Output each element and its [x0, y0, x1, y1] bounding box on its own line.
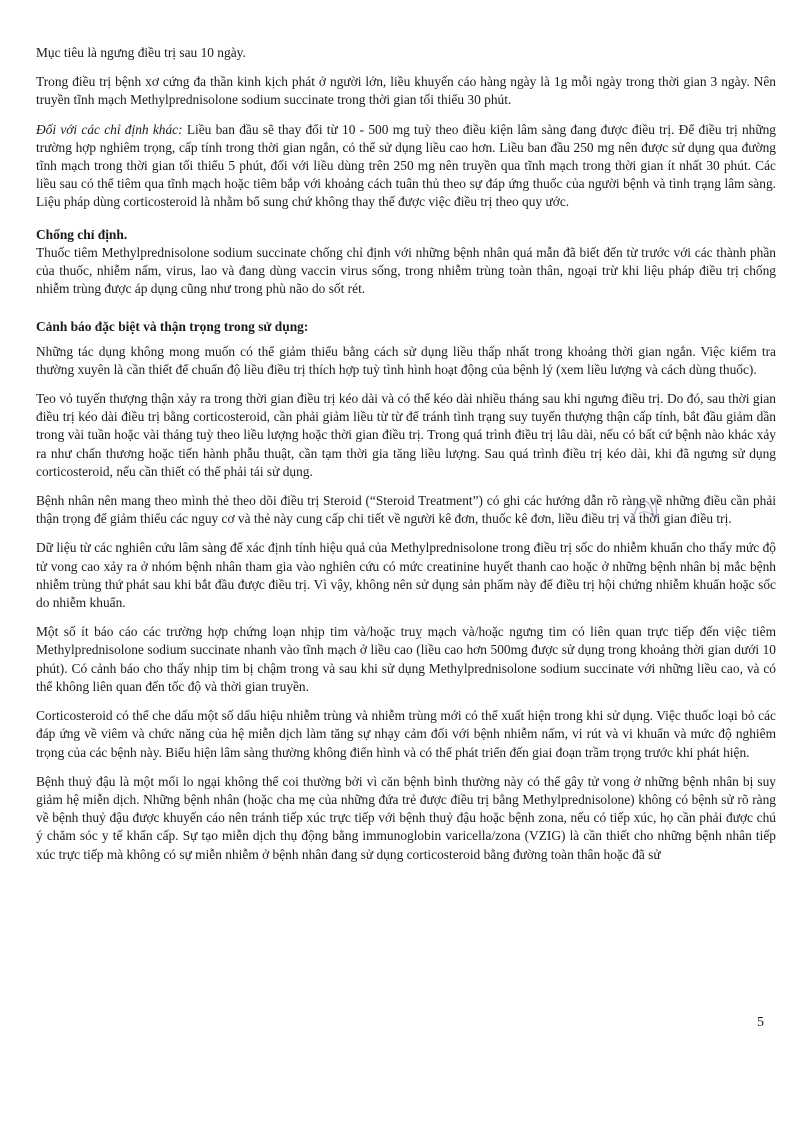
paragraph-warning-3: Bệnh nhân nên mang theo mình thẻ theo dõi điều trị Steroid (“Steroid Treatment”) có ghi các hướng dẫn rõ ràng về những điều cần phải thận trọng để giảm thiểu các nguy cơ và thẻ này cung cấp chi tiết về người kê đơn, thuốc kê đơn, liều điều trị và thời gian điều trị.: [36, 493, 776, 527]
paragraph-warning-6: Corticosteroid có thể che dấu một số dấu hiệu nhiễm trùng và nhiễm trùng mới có thể xuất hiện trong khi sử dụng. Việc thuốc loại bỏ các đáp ứng về viêm và chức năng của hệ miễn dịch làm tăng sự nhạy cảm đối với bệnh nhiễm nấm, vi rút và vi khuẩn và mức độ nghiêm trọng của các bệnh này. Biểu hiện lâm sàng thường không điển hình và có thể phát triển đến giai đoạn trầm trọng trước khi phát hiện.: [36, 708, 776, 760]
page-number: 5: [757, 1015, 764, 1030]
paragraph-treatment-goal: Mục tiêu là ngưng điều trị sau 10 ngày.: [36, 45, 246, 60]
paragraph-warning-5: Một số ít báo cáo các trường hợp chứng loạn nhịp tim và/hoặc truỵ mạch và/hoặc ngưng tim có liên quan trực tiếp đến việc tiêm Methylprednisolone sodium succinate nhanh vào tĩnh mạch ở liều cao (liều cao hơn 500mg được sử dụng trong khoảng thời gian dưới 10 phút). Có cảnh báo cho thấy nhịp tim bị chậm trong và sau khi sử dụng Methylprednisolone sodium succinate với những liều cao, và có thể không liên quan đến tốc độ và thời gian truyền.: [36, 624, 776, 694]
paragraph-contraindications: Thuốc tiêm Methylprednisolone sodium succinate chống chỉ định với những bệnh nhân quá mẫn đã biết đến từ trước với các thành phần của thuốc, nhiễm nấm, virus, lao và đang dùng vaccin virus sống, trong nhiễm trùng toàn thân, ngoại trừ khi liệu pháp điều trị chống nhiễm trùng được áp dụng cũng như trong phù não do sốt rét.: [36, 244, 776, 297]
paragraph-multiple-sclerosis: Trong điều trị bệnh xơ cứng đa thần kinh kịch phát ở người lớn, liều khuyến cáo hàng ngày là 1g mỗi ngày trong thời gian 3 ngày. Nên truyền tĩnh mạch Methylprednisolone sodium succinate trong thời gian tối thiểu 30 phút.: [36, 74, 776, 108]
paragraph-warning-2: Teo vỏ tuyến thượng thận xảy ra trong thời gian điều trị kéo dài và có thể kéo dài nhiều tháng sau khi ngưng điều trị. Do đó, sau thời gian điều trị kéo dài điều trị bằng corticosteroid, cần phải giảm liều từ từ để tránh tình trạng suy tuyến thượng thận cấp tính, bắt đầu giảm dần trong vài tuần hoặc vài tháng tuỳ theo liều lượng hoặc thời gian điều trị. Trong quá trình điều trị lâu dài, nếu có bất cứ bệnh nào khác xảy ra như chấn thương hoặc tiến hành phẫu thuật, cần tạm thời gia tăng liều lượng. Sau quá trình điều trị kéo dài, khi đã ngưng sử dụng corticosteroid, nếu cần thiết có thể phải tái sử dụng.: [36, 391, 776, 479]
heading-warnings: Cảnh báo đặc biệt và thận trọng trong sử dụng:: [36, 319, 309, 335]
paragraph-warning-1: Những tác dụng không mong muốn có thể giảm thiểu bằng cách sử dụng liều thấp nhất trong khoảng thời gian ngắn. Việc kiểm tra thường xuyên là cần thiết để chuẩn độ liều điều trị thích hợp tuỳ tình hình hoạt động của bệnh lý (xem liều lượng và cách dùng thuốc).: [36, 343, 776, 377]
paragraph-other-indications: [36, 121, 776, 212]
paragraph-warning-4: Dữ liệu từ các nghiên cứu lâm sàng để xác định tính hiệu quả của Methylprednisolone trong điều trị sốc do nhiễm khuẩn cho thấy mức độ tử vong cao xảy ra ở nhóm bệnh nhân tham gia vào nghiên cứu có mức creatinine huyết thanh cao hoặc ở những bệnh nhân bị mắc bệnh nhiễm trùng thứ phát sau khi bắt đầu được điều trị. Vì vậy, không nên sử dụng sản phẩm này để điều trị hội chứng nhiễm khuẩn hoặc sốc do nhiễm khuẩn.: [36, 540, 776, 611]
signature-stamp-mark: [625, 490, 665, 530]
paragraph-warning-7: Bệnh thuỷ đậu là một mối lo ngại không thể coi thường bởi vì căn bệnh bình thường này có thể gây tử vong ở những bệnh nhân bị suy giảm hệ miễn dịch. Những bệnh nhân (hoặc cha mẹ của những đứa trẻ được điều trị bằng Methylprednisolone) không có bệnh sử rõ ràng về bệnh thuỷ đậu được khuyến cáo nên tránh tiếp xúc trực tiếp với bệnh thuỷ đậu hoặc bệnh zona, nếu có tiếp xúc, họ cần phải được chú ý chăm sóc y tế khẩn cấp. Sự tạo miễn dịch thụ động bằng immunoglobin varicella/zona (VZIG) là cần thiết cho những bệnh nhân tiếp xúc trực tiếp mà không có sự miễn nhiễm ở bệnh nhân đang sử dụng corticosteroid bằng đường toàn thân hoặc đã sử: [36, 773, 776, 862]
other-indications-lead: Đối với các chỉ định khác:: [36, 121, 183, 137]
heading-contraindications: Chống chỉ định.: [36, 226, 128, 242]
other-indications-body: Liều ban đầu sẽ thay đổi từ 10 - 500 mg tuỳ theo điều kiện lâm sàng đang được điều trị. Để điều trị những trường hợp nghiêm trọng, cấp tính trong thời gian ngắn, có thể sử dụng liều cao hơn. Liều ban đầu 250 mg nên được sử dụng qua đường tĩnh mạch trong thời gian tối thiểu 5 phút, đối với liều dùng trên 250 mg nên truyền qua tĩnh mạch trong thời gian ít nhất 30 phút. Các liều sau có thể tiêm qua tĩnh mạch hoặc tiêm bắp với khoảng cách tuân thủ theo sự đáp ứng thuốc của người bệnh và tình trạng lâm sàng. Liệu pháp dùng corticosteroid là nhằm bổ sung chứ không thay thế được việc điều trị theo quy ước.: [36, 121, 776, 210]
document-body: [36, 44, 776, 864]
